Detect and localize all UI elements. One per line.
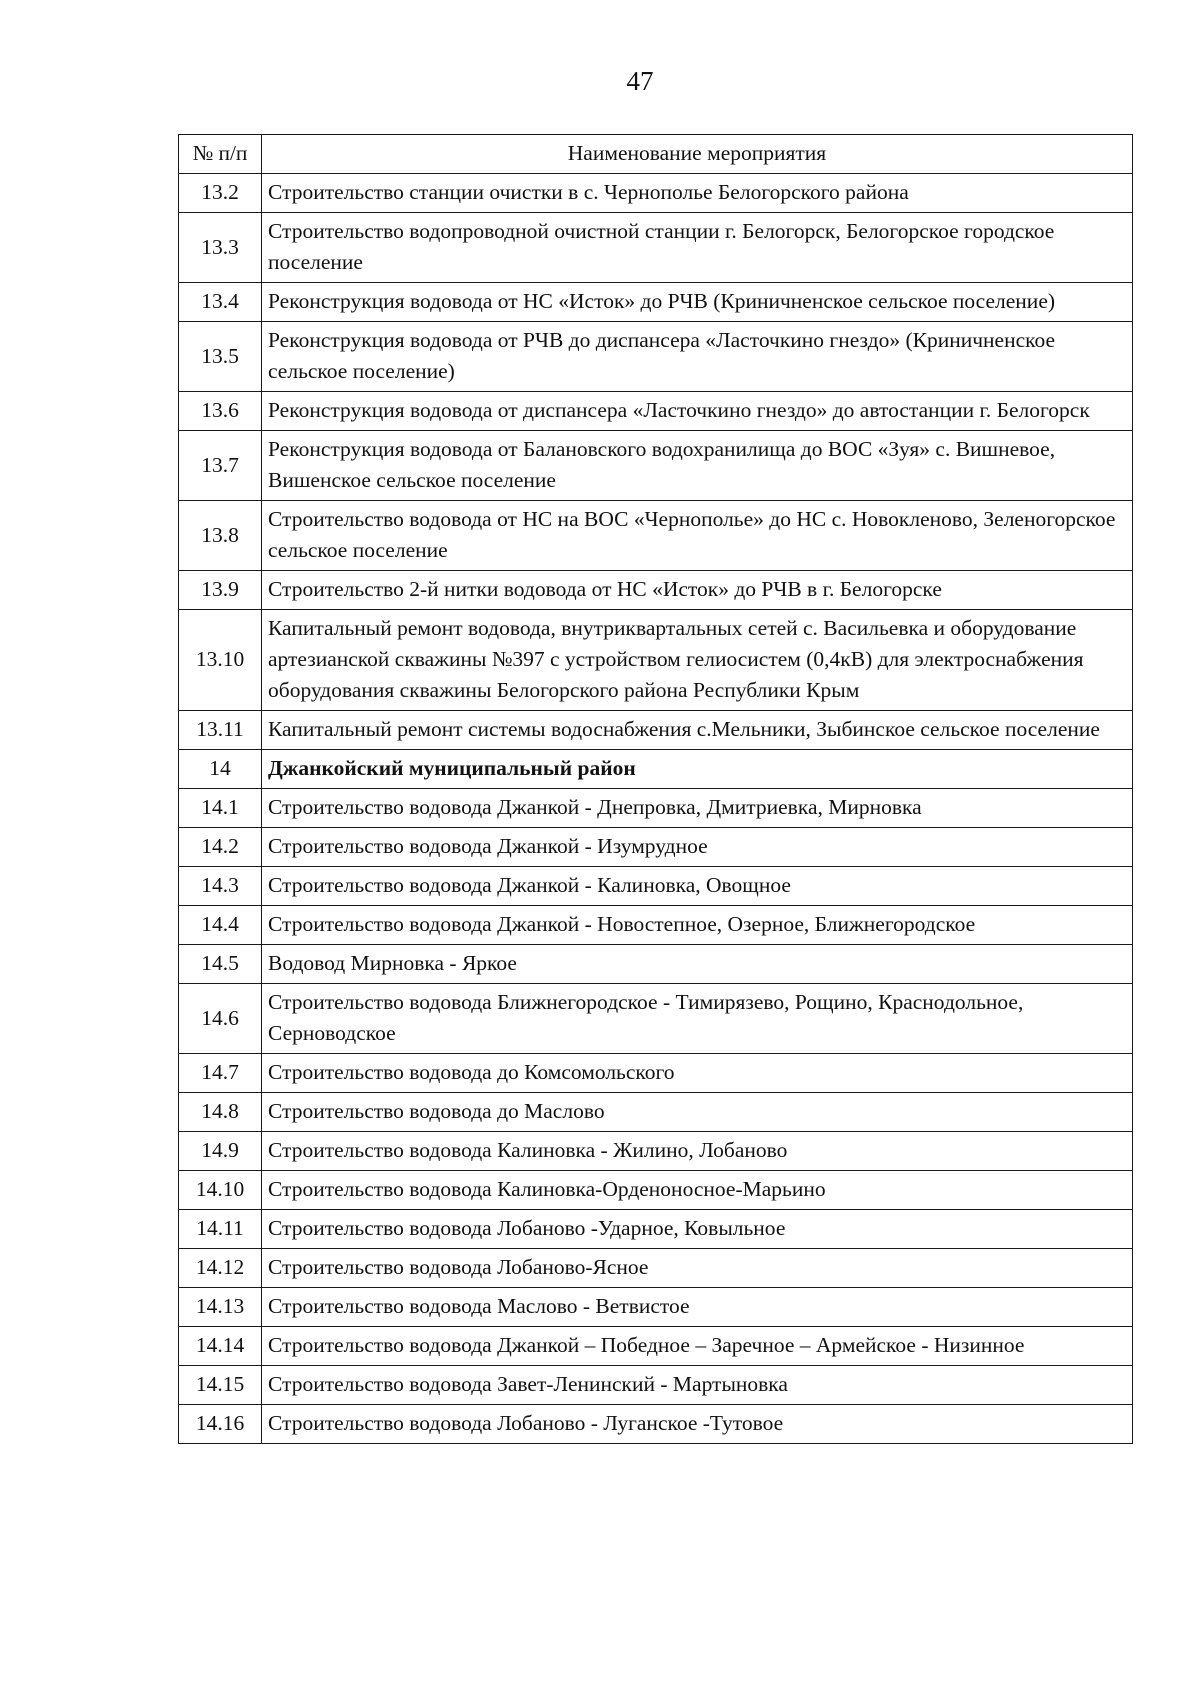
- table-body: [179, 174, 1133, 1444]
- row-measure-name: Капитальный ремонт водовода, внутриквартальных сетей с. Васильевка и оборудование артезианской скважины №397 с устройством гелиосистем (0,4кВ) для электроснабжения оборудования скважины Белогорского района Республики Крым: [262, 610, 1133, 711]
- row-measure-name: Джанкойский муниципальный район: [262, 750, 1133, 789]
- table-row: [179, 828, 1133, 867]
- section-row: [179, 750, 1133, 789]
- table-row: [179, 906, 1133, 945]
- row-number: 14: [179, 750, 262, 789]
- table-row: [179, 283, 1133, 322]
- table-row: [179, 1249, 1133, 1288]
- row-number: 13.3: [179, 213, 262, 283]
- row-number: 14.15: [179, 1366, 262, 1405]
- header-name: Наименование мероприятия: [262, 135, 1133, 174]
- table-row: [179, 571, 1133, 610]
- table-row: [179, 174, 1133, 213]
- row-measure-name: Строительство водовода Джанкой - Калиновка, Овощное: [262, 867, 1133, 906]
- table-row: [179, 431, 1133, 501]
- row-measure-name: Строительство водовода от НС на ВОС «Чернополье» до НС с. Новокленово, Зеленогорское сельское поселение: [262, 501, 1133, 571]
- row-number: 13.9: [179, 571, 262, 610]
- row-number: 13.2: [179, 174, 262, 213]
- table-row: [179, 1327, 1133, 1366]
- row-number: 14.14: [179, 1327, 262, 1366]
- table-row: [179, 322, 1133, 392]
- table-row: [179, 1093, 1133, 1132]
- row-measure-name: Капитальный ремонт системы водоснабжения с.Мельники, Зыбинское сельское поселение: [262, 711, 1133, 750]
- row-measure-name: Строительство водовода Калиновка-Орденоносное-Марьино: [262, 1171, 1133, 1210]
- row-measure-name: Строительство водовода Джанкой - Новостепное, Озерное, Ближнегородское: [262, 906, 1133, 945]
- row-number: 13.4: [179, 283, 262, 322]
- row-number: 13.10: [179, 610, 262, 711]
- table-row: [179, 1132, 1133, 1171]
- measures-table: [178, 134, 1133, 1444]
- row-number: 14.8: [179, 1093, 262, 1132]
- row-measure-name: Реконструкция водовода от НС «Исток» до РЧВ (Криничненское сельское поселение): [262, 283, 1133, 322]
- table-row: [179, 945, 1133, 984]
- page-number: 47: [626, 66, 654, 96]
- table-row: [179, 984, 1133, 1054]
- row-measure-name: Реконструкция водовода от РЧВ до диспансера «Ласточкино гнездо» (Криничненское сельское поселение): [262, 322, 1133, 392]
- row-measure-name: Строительство водовода Джанкой - Днепровка, Дмитриевка, Мирновка: [262, 789, 1133, 828]
- header-number: № п/п: [179, 135, 262, 174]
- row-measure-name: Реконструкция водовода от Балановского водохранилища до ВОС «Зуя» с. Вишневое, Вишенское сельское поселение: [262, 431, 1133, 501]
- table-row: [179, 711, 1133, 750]
- row-number: 14.5: [179, 945, 262, 984]
- row-measure-name: Строительство станции очистки в с. Чернополье Белогорского района: [262, 174, 1133, 213]
- row-number: 14.11: [179, 1210, 262, 1249]
- row-number: 14.1: [179, 789, 262, 828]
- row-measure-name: Строительство 2-й нитки водовода от НС «Исток» до РЧВ в г. Белогорске: [262, 571, 1133, 610]
- table-row: [179, 1210, 1133, 1249]
- row-number: 13.8: [179, 501, 262, 571]
- row-number: 14.3: [179, 867, 262, 906]
- table-row: [179, 1054, 1133, 1093]
- row-number: 14.12: [179, 1249, 262, 1288]
- row-number: 14.9: [179, 1132, 262, 1171]
- table-header-row: [179, 135, 1133, 174]
- row-measure-name: Строительство водопроводной очистной станции г. Белогорск, Белогорское городское поселение: [262, 213, 1133, 283]
- row-number: 13.5: [179, 322, 262, 392]
- row-measure-name: Водовод Мирновка - Яркое: [262, 945, 1133, 984]
- row-measure-name: Строительство водовода до Маслово: [262, 1093, 1133, 1132]
- row-number: 14.6: [179, 984, 262, 1054]
- table-row: [179, 1288, 1133, 1327]
- table-row: [179, 392, 1133, 431]
- table-row: [179, 1171, 1133, 1210]
- table-row: [179, 789, 1133, 828]
- row-number: 13.6: [179, 392, 262, 431]
- row-measure-name: Строительство водовода Лобаново - Луганское -Тутовое: [262, 1405, 1133, 1444]
- table-row: [179, 1405, 1133, 1444]
- row-measure-name: Строительство водовода Джанкой - Изумрудное: [262, 828, 1133, 867]
- row-measure-name: Строительство водовода Маслово - Ветвистое: [262, 1288, 1133, 1327]
- table-row: [179, 501, 1133, 571]
- row-measure-name: Реконструкция водовода от диспансера «Ласточкино гнездо» до автостанции г. Белогорск: [262, 392, 1133, 431]
- row-number: 13.11: [179, 711, 262, 750]
- table-row: [179, 1366, 1133, 1405]
- table-row: [179, 213, 1133, 283]
- row-number: 13.7: [179, 431, 262, 501]
- row-measure-name: Строительство водовода Завет-Ленинский - Мартыновка: [262, 1366, 1133, 1405]
- row-measure-name: Строительство водовода до Комсомольского: [262, 1054, 1133, 1093]
- row-number: 14.7: [179, 1054, 262, 1093]
- row-number: 14.4: [179, 906, 262, 945]
- row-measure-name: Строительство водовода Лобаново-Ясное: [262, 1249, 1133, 1288]
- row-number: 14.16: [179, 1405, 262, 1444]
- row-number: 14.10: [179, 1171, 262, 1210]
- row-number: 14.2: [179, 828, 262, 867]
- row-measure-name: Строительство водовода Ближнегородское - Тимирязево, Рощино, Краснодольное, Серноводское: [262, 984, 1133, 1054]
- row-measure-name: Строительство водовода Джанкой – Победное – Заречное – Армейское - Низинное: [262, 1327, 1133, 1366]
- row-number: 14.13: [179, 1288, 262, 1327]
- row-measure-name: Строительство водовода Лобаново -Ударное, Ковыльное: [262, 1210, 1133, 1249]
- row-measure-name: Строительство водовода Калиновка - Жилино, Лобаново: [262, 1132, 1133, 1171]
- table-row: [179, 867, 1133, 906]
- table-row: [179, 610, 1133, 711]
